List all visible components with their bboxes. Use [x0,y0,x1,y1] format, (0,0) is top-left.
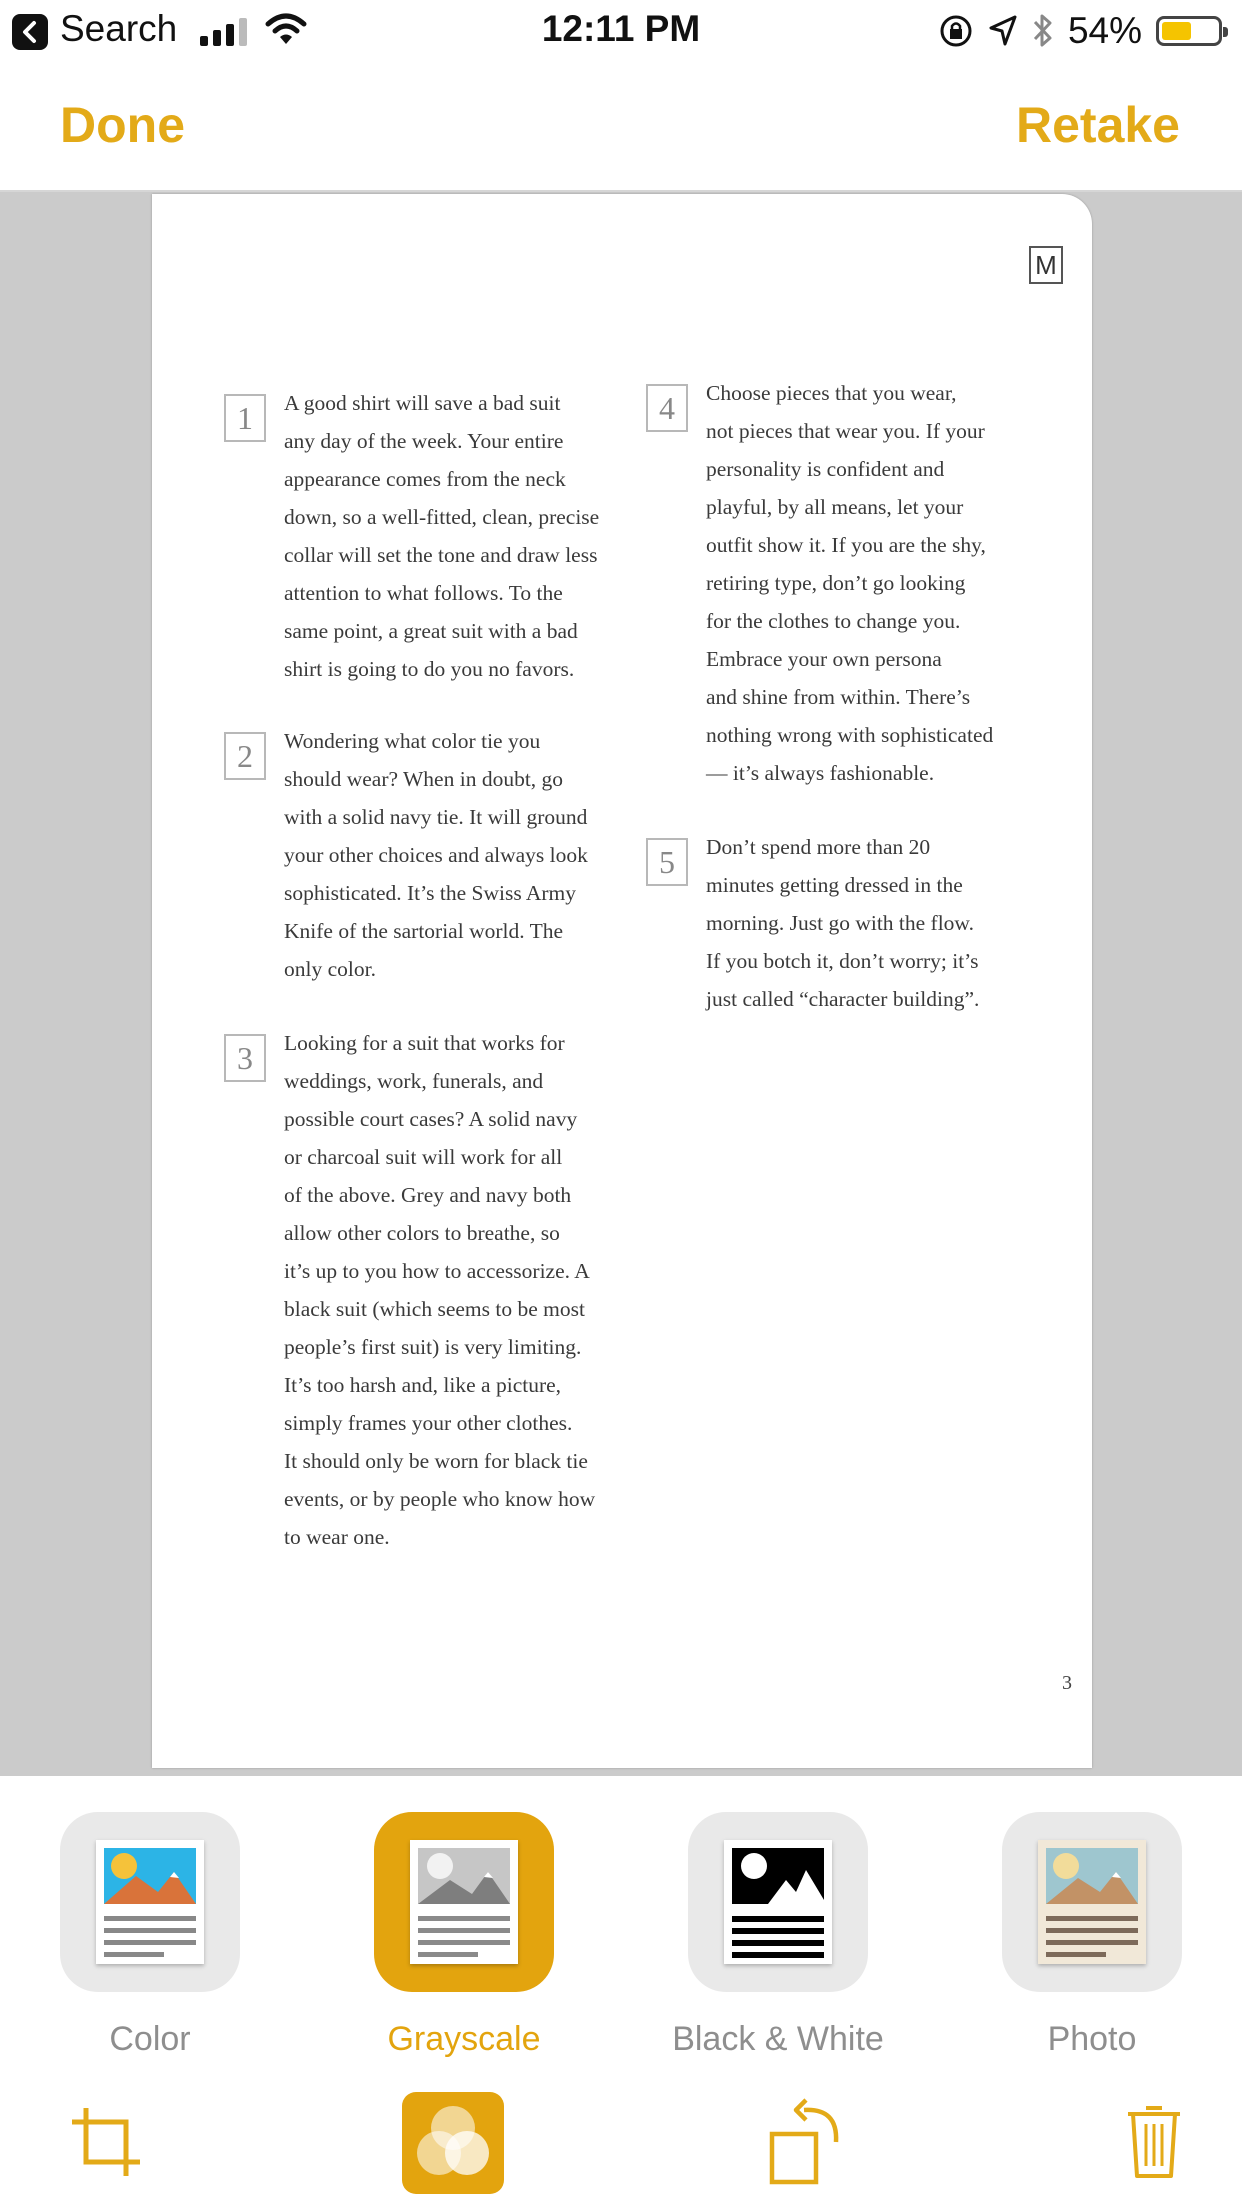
back-to-search-link[interactable]: Search [60,8,178,49]
tip-text: Looking for a suit that works for weddings, work, funerals, and possible court cases? A solid navy or charcoal suit will work for all of the above. Grey and navy both allow other colors to breathe, so it’s up to you how to accessorize. A black suit (which seems to be most people’s first suit) is very limiting. It’s too harsh and, like a picture, simply frames your other clothes. It should only be worn for black tie events, or by people who know how to wear one. [284,1031,596,1549]
battery-level-fill [1162,22,1191,40]
grayscale-preview-icon [410,1840,518,1964]
done-button[interactable]: Done [60,97,185,153]
filter-color-option[interactable] [60,1812,240,2058]
battery-icon [1156,16,1222,46]
filter-tile[interactable] [688,1812,868,1992]
filter-label: Photo [1047,2020,1137,2058]
clock: 12:11 PM [541,8,701,49]
filter-grayscale-option[interactable] [374,1812,554,2058]
scanned-page [152,194,1092,1768]
rotate-button[interactable] [768,2098,846,2195]
rotate-icon [768,2098,846,2190]
photo-preview-icon [1038,1840,1146,1964]
tip-number: 4 [646,384,688,432]
brand-logo-mark: M [1029,246,1063,284]
filter-label: Black & White [672,2020,884,2058]
filter-tile[interactable] [374,1812,554,1992]
filter-photo-option[interactable] [1002,1812,1182,2058]
crop-icon [70,2106,142,2178]
filter-selector [0,1776,1242,2076]
tip-text: Don’t spend more than 20 minutes getting dressed in the morning. Just go with the flow. If you botch it, don’t worry; it’s just called “character building”. [706,835,980,1011]
scan-preview-area [0,192,1242,1776]
battery-percentage: 54% [1067,10,1142,51]
filters-button[interactable] [402,2092,504,2194]
retake-button[interactable]: Retake [1016,97,1180,153]
tip-text: Wondering what color tie you should wear? When in doubt, go with a solid navy tie. It will ground your other choices and always look sophisticated. It’s the Swiss Army Knife of the sartorial world. The only color. [284,729,588,981]
navigation-bar [0,62,1242,192]
location-icon [988,14,1018,48]
filter-black-white-option[interactable] [672,1812,884,2058]
filter-label: Color [109,2020,191,2058]
filters-icon [402,2092,504,2194]
tip-number: 2 [224,732,266,780]
page-number: 3 [1062,1672,1072,1694]
tip-number: 1 [224,394,266,442]
filter-label: Grayscale [387,2020,541,2058]
black-white-preview-icon [724,1840,832,1964]
bottom-toolbar [0,2076,1242,2208]
color-preview-icon [96,1840,204,1964]
tip-text: A good shirt will save a bad suit any day of the week. Your entire appearance comes from the neck down, so a well-fitted, clean, precise collar will set the tone and draw less attention to what follows. To the same point, a great suit with a bad shirt is going to do you no favors. [284,391,600,681]
trash-icon [1124,2102,1184,2180]
crop-button[interactable] [70,2106,142,2183]
delete-button[interactable] [1124,2102,1184,2185]
tip-text: Choose pieces that you wear, not pieces that wear you. If your personality is confident and playful, by all means, let your outfit show it. If you are the shy, retiring type, don’t go looking for the clothes to change you. Embrace your own persona and shine from within. There’s nothing wrong with sophisticated — it’s always fashionable. [706,381,994,785]
orientation-lock-icon [938,13,974,49]
status-bar [0,0,1242,62]
bluetooth-icon [1032,12,1054,50]
tip-number: 5 [646,838,688,886]
filter-tile[interactable] [60,1812,240,1992]
filter-tile[interactable] [1002,1812,1182,1992]
tip-number: 3 [224,1034,266,1082]
